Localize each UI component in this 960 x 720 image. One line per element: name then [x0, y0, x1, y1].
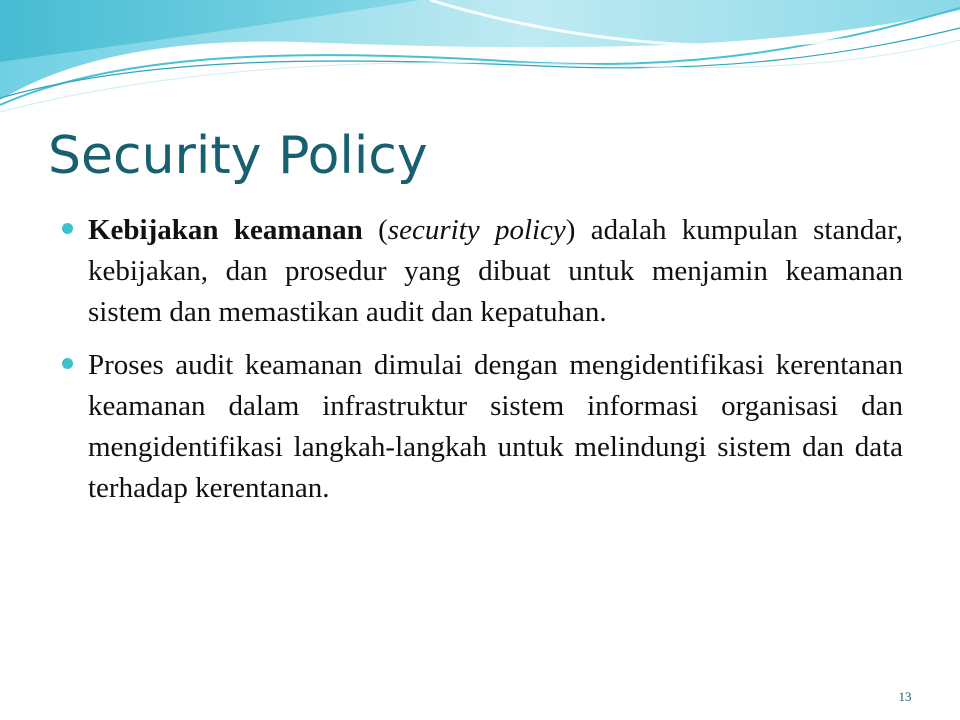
bullet-dot-icon [62, 358, 73, 369]
slide-title: Security Policy [48, 126, 428, 186]
bullet-text [88, 210, 903, 333]
term-bold: Kebijakan keamanan [88, 214, 363, 246]
page-number: 13 [898, 689, 912, 704]
definition-text: ) adalah kumpulan standar, kebijakan, dan prosedur yang dibuat untuk menjamin keamanan sistem dan memastikan audit dan kepatuhan. [88, 214, 903, 328]
decorative-wave-header [0, 0, 960, 130]
bullet-item [60, 345, 903, 509]
bullet-dot-icon [62, 223, 73, 234]
bullet-item [60, 210, 903, 333]
bullet-text: Proses audit keamanan dimulai dengan mengidentifikasi kerentanan keamanan dalam infrastruktur sistem informasi organisasi dan mengidentifikasi langkah-langkah untuk melindungi sistem dan data terhadap kerentanan. [88, 349, 903, 504]
paren-open: ( [362, 214, 388, 246]
term-english-italic: security policy [387, 214, 566, 246]
bullet-list [60, 210, 903, 521]
